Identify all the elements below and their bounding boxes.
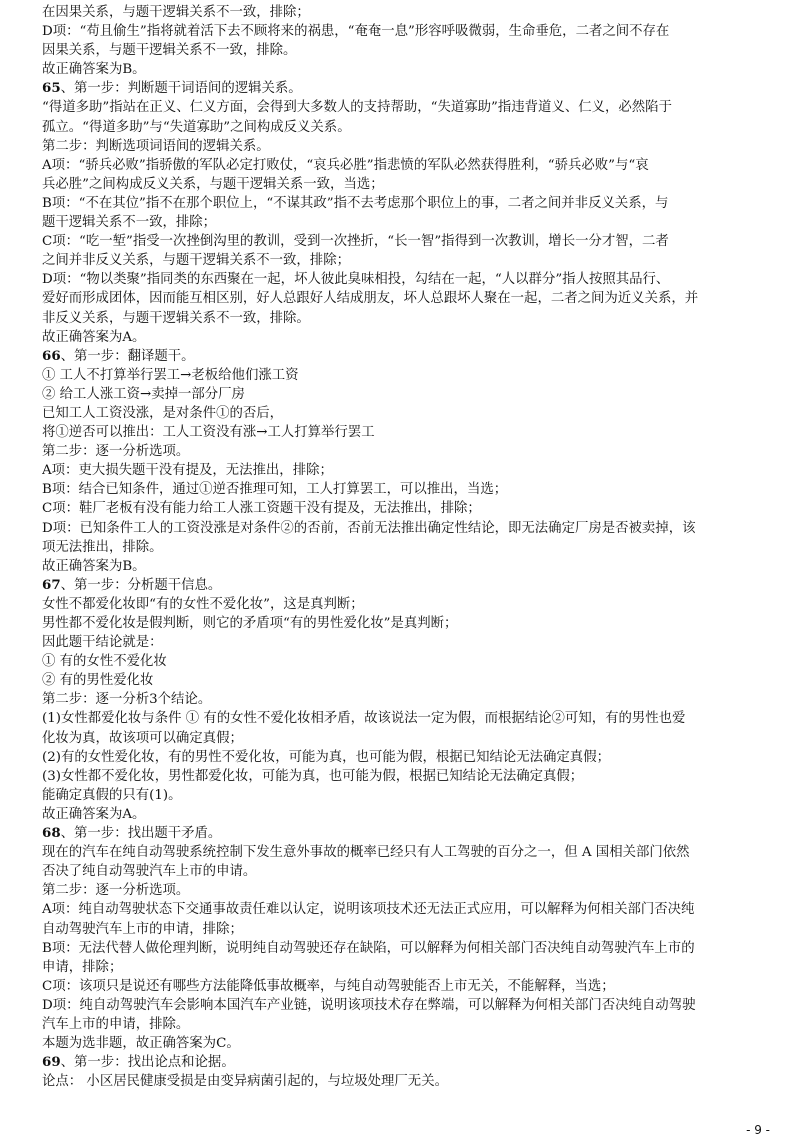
text-line bbox=[42, 480, 770, 499]
text-line bbox=[42, 328, 770, 347]
line-text: 故正确答案为A。 bbox=[42, 329, 146, 345]
text-line bbox=[42, 805, 770, 824]
text-line bbox=[42, 289, 770, 308]
text-line bbox=[42, 22, 770, 41]
text-line bbox=[42, 175, 770, 194]
line-text: 爱好而形成团体，因而能互相区别，好人总跟好人结成朋友，坏人总跟坏人聚在一起，二者之间为近义关系，并 bbox=[42, 291, 699, 307]
text-line bbox=[42, 519, 770, 538]
line-text: 男性都不爱化妆是假判断，则它的矛盾项“有的男性爱化妆”是真判断； bbox=[42, 616, 458, 631]
text-line bbox=[42, 977, 770, 996]
line-text: B项：“不在其位”指不在那个职位上，“不谋其政”指不去考虑那个职位上的事，二者之间并非反义关系，与 bbox=[42, 195, 669, 211]
text-line bbox=[42, 3, 770, 22]
text-line bbox=[42, 98, 770, 117]
line-text: A项：纯自动驾驶状态下交通事故责任难以认定，说明该项技术还无法正式应用，可以解释为何相关部门否决纯 bbox=[42, 902, 695, 918]
text-line bbox=[42, 996, 770, 1015]
text-line bbox=[42, 1034, 770, 1053]
text-line bbox=[42, 652, 770, 671]
line-text: ② 给工人涨工资→卖掉一部分厂房 bbox=[42, 386, 245, 402]
line-text: 将①逆否可以推出：工人工资没有涨→工人打算举行罢工 bbox=[42, 425, 375, 441]
text-line bbox=[42, 442, 770, 461]
text-line bbox=[42, 939, 770, 958]
question-heading bbox=[42, 347, 770, 366]
line-text: “得道多助”指站在正义、仁义方面，会得到大多数人的支持帮助，“失道寡助”指违背道义、仁义，必然陷于 bbox=[42, 100, 672, 116]
text-line bbox=[42, 595, 770, 614]
line-text: 因果关系，与题干逻辑关系不一致，排除。 bbox=[42, 43, 297, 59]
answer-explanations bbox=[42, 3, 770, 1091]
line-text: 之间并非反义关系，与题干逻辑关系不一致，排除； bbox=[42, 253, 350, 269]
line-text: D项：已知条件工人的工资没涨是对条件②的否前，否前无法推出确定性结论，即无法确定厂房是否被卖掉，该 bbox=[42, 520, 696, 536]
line-text: 第二步：逐一分析3个结论。 bbox=[42, 692, 212, 708]
text-line bbox=[42, 633, 770, 652]
text-line bbox=[42, 404, 770, 423]
text-line bbox=[42, 900, 770, 919]
line-text: 第二步：逐一分析选项。 bbox=[42, 444, 190, 460]
text-line bbox=[42, 156, 770, 175]
text-line bbox=[42, 41, 770, 60]
text-line bbox=[42, 60, 770, 79]
text-line bbox=[42, 786, 770, 805]
text-line bbox=[42, 958, 770, 977]
text-line bbox=[42, 709, 770, 728]
text-line bbox=[42, 920, 770, 939]
line-text: 、第一步：找出论点和论据。 bbox=[60, 1055, 235, 1071]
text-line bbox=[42, 729, 770, 748]
line-text: 否决了纯自动驾驶汽车上市的申请。 bbox=[42, 864, 257, 880]
question-heading bbox=[42, 824, 770, 843]
line-text: 第二步：逐一分析选项。 bbox=[42, 883, 190, 899]
line-text: D项：“苟且偷生”指将就着活下去不顾将来的祸患，“奄奄一息”形容呼吸微弱，生命垂危，二者之间不存在 bbox=[42, 24, 670, 40]
line-text: 在因果关系，与题干逻辑关系不一致，排除； bbox=[42, 5, 310, 20]
text-line bbox=[42, 309, 770, 328]
text-line bbox=[42, 862, 770, 881]
page-number: - 9 - bbox=[746, 1123, 770, 1137]
text-line bbox=[42, 499, 770, 518]
text-line bbox=[42, 385, 770, 404]
text-line bbox=[42, 843, 770, 862]
line-text: 、第一步：翻译题干。 bbox=[60, 348, 195, 364]
question-number: 69 bbox=[42, 1054, 61, 1071]
text-line bbox=[42, 614, 770, 633]
line-text: (3)女性都不爱化妆，男性都爱化妆，可能为真，也可能为假，根据已知结论无法确定真假； bbox=[42, 768, 584, 784]
text-line bbox=[42, 232, 770, 251]
line-text: ① 工人不打算举行罢工→老板给他们涨工资 bbox=[42, 367, 299, 383]
line-text: 申请，排除； bbox=[42, 959, 123, 975]
text-line bbox=[42, 1015, 770, 1034]
line-text: 本题为选非题，故正确答案为C。 bbox=[42, 1036, 240, 1052]
text-line bbox=[42, 671, 770, 690]
line-text: B项：结合已知条件，通过①逆否推理可知，工人打算罢工，可以推出，当选； bbox=[42, 482, 508, 498]
line-text: C项：该项只是说还有哪些方法能降低事故概率，与纯自动驾驶能否上市无关，不能解释，当选； bbox=[42, 978, 615, 994]
line-text: 化妆为真，故该项可以确定真假； bbox=[42, 730, 243, 746]
text-line bbox=[42, 748, 770, 767]
line-text: ② 有的男性爱化妆 bbox=[42, 673, 154, 689]
text-line bbox=[42, 557, 770, 576]
line-text: 女性不都爱化妆即“有的女性不爱化妆”，这是真判断； bbox=[42, 596, 364, 612]
question-heading bbox=[42, 576, 770, 595]
line-text: 非反义关系，与题干逻辑关系不一致，排除。 bbox=[42, 310, 310, 326]
line-text: 第二步：判断选项词语间的逻辑关系。 bbox=[42, 138, 270, 154]
line-text: 论点： 小区居民健康受损是由变异病菌引起的，与垃圾处理厂无关。 bbox=[42, 1074, 448, 1090]
line-text: 孤立。“得道多助”与“失道寡助”之间构成反义关系。 bbox=[42, 119, 351, 135]
line-text: 现在的汽车在纯自动驾驶系统控制下发生意外事故的概率已经只有人工驾驶的百分之一，但 A 国相关部门依然 bbox=[42, 845, 690, 861]
question-heading bbox=[42, 79, 770, 98]
line-text: D项：“物以类聚”指同类的东西聚在一起，坏人彼此臭味相投，勾结在一起，“人以群分”指人按照其品行、 bbox=[42, 272, 670, 288]
text-line bbox=[42, 423, 770, 442]
text-line bbox=[42, 767, 770, 786]
text-line bbox=[42, 461, 770, 480]
line-text: 故正确答案为A。 bbox=[42, 806, 146, 822]
question-number: 65 bbox=[42, 80, 61, 97]
line-text: 能确定真假的只有(1)。 bbox=[42, 787, 182, 803]
text-line bbox=[42, 366, 770, 385]
line-text: 兵必胜”之间构成反义关系，与题干逻辑关系一致，当选； bbox=[42, 176, 384, 192]
line-text: 、第一步：分析题干信息。 bbox=[60, 577, 222, 593]
line-text: ① 有的女性不爱化妆 bbox=[42, 654, 167, 670]
line-text: 故正确答案为B。 bbox=[42, 62, 146, 78]
line-text: A项：吏大损失题干没有提及，无法推出，排除； bbox=[42, 463, 333, 479]
line-text: 、第一步：找出题干矛盾。 bbox=[60, 826, 222, 842]
text-line bbox=[42, 137, 770, 156]
line-text: 项无法推出，排除。 bbox=[42, 539, 163, 555]
line-text: (2)有的女性爱化妆，有的男性不爱化妆，可能为真，也可能为假，根据已知结论无法确定真假； bbox=[42, 749, 610, 765]
text-line bbox=[42, 1072, 770, 1091]
question-heading bbox=[42, 1053, 770, 1072]
line-text: 故正确答案为B。 bbox=[42, 558, 146, 574]
line-text: 已知工人工资没涨，是对条件①的否后， bbox=[42, 405, 284, 421]
line-text: D项：纯自动驾驶汽车会影响本国汽车产业链，说明该项技术存在弊端，可以解释为何相关部门否决纯自动驾驶 bbox=[42, 997, 696, 1013]
line-text: B项：无法代替人做伦理判断，说明纯自动驾驶还存在缺陷，可以解释为何相关部门否决纯自动驾驶汽车上市的 bbox=[42, 940, 695, 956]
text-line bbox=[42, 538, 770, 557]
text-line bbox=[42, 118, 770, 137]
text-line bbox=[42, 194, 770, 213]
text-line bbox=[42, 270, 770, 289]
text-line bbox=[42, 881, 770, 900]
text-line bbox=[42, 690, 770, 709]
line-text: (1)女性都爱化妆与条件 ① 有的女性不爱化妆相矛盾，故该说法一定为假，而根据结论②可知，有的男性也爱 bbox=[42, 711, 686, 727]
line-text: 、第一步：判断题干词语间的逻辑关系。 bbox=[60, 81, 302, 97]
line-text: 汽车上市的申请，排除。 bbox=[42, 1016, 190, 1032]
text-line bbox=[42, 213, 770, 232]
question-number: 68 bbox=[42, 825, 61, 842]
line-text: 自动驾驶汽车上市的申请，排除； bbox=[42, 921, 243, 937]
question-number: 66 bbox=[42, 347, 61, 364]
line-text: A项：“骄兵必败”指骄傲的军队必定打败仗，“哀兵必胜”指悲愤的军队必然获得胜利，“骄兵必败”与“哀 bbox=[42, 157, 649, 173]
text-line bbox=[42, 251, 770, 270]
question-number: 67 bbox=[42, 576, 61, 593]
line-text: C项：“吃一堑”指受一次挫倒沟里的教训，受到一次挫折，“长一智”指得到一次教训，增长一分才智，二者 bbox=[42, 234, 669, 250]
line-text: 因此题干结论就是： bbox=[42, 635, 163, 651]
line-text: C项：鞋厂老板有没有能力给工人涨工资题干没有提及，无法推出，排除； bbox=[42, 501, 481, 517]
line-text: 题干逻辑关系不一致，排除； bbox=[42, 215, 217, 231]
